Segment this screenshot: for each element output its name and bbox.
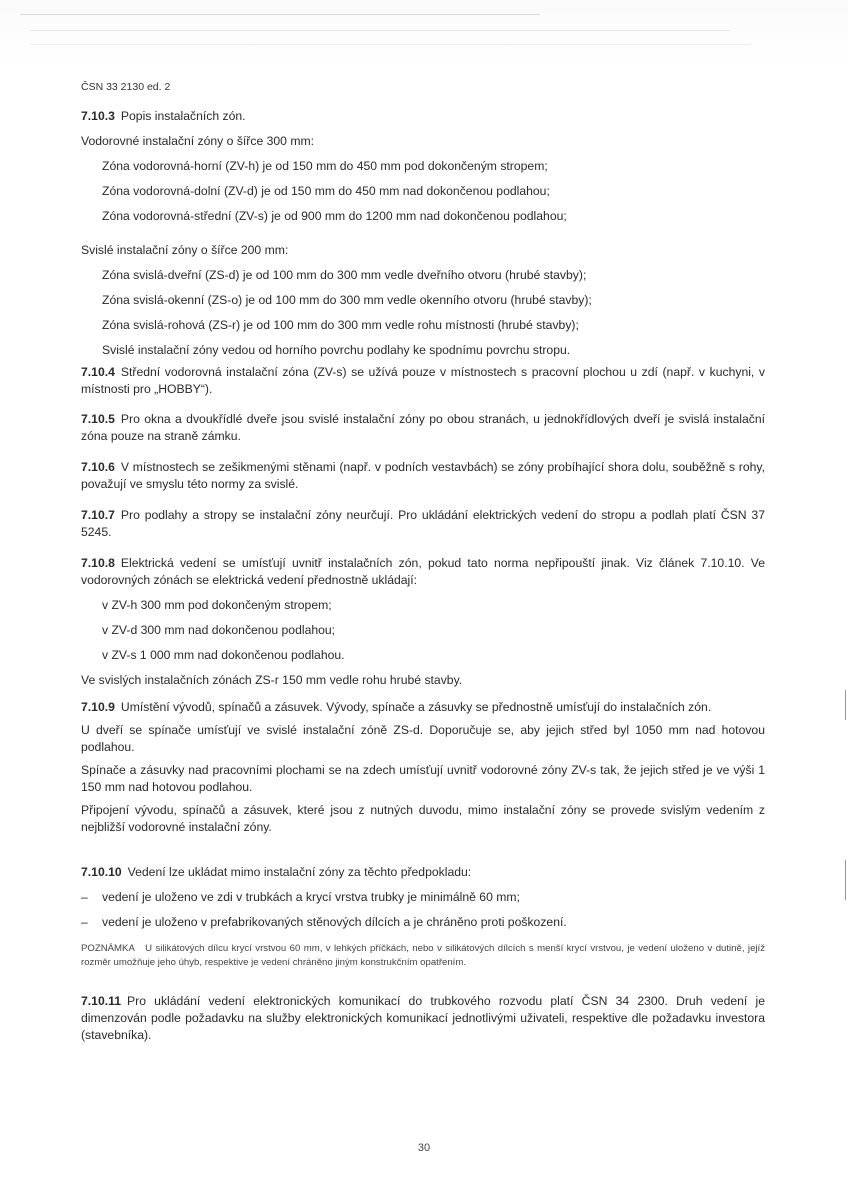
section-7-10-6	[81, 459, 765, 493]
dash-bullet: –	[81, 890, 88, 904]
section-text: Střední vodorovná instalační zóna (ZV-s) se užívá pouze v místnostech s pracovní plochou u zdí (např. v kuchyni, v místnosti pro „HOBBY“).	[81, 365, 765, 396]
section-title: Popis instalačních zón.	[120, 109, 246, 123]
list-item: v ZV-h 300 mm pod dokončeným stropem;	[102, 598, 332, 612]
zone-definition: Zóna vodorovná-horní (ZV-h) je od 150 mm do 450 mm pod dokončeným stropem;	[102, 159, 548, 173]
section-text: Ve svislých instalačních zónách ZS-r 150 mm vedle rohu hrubé stavby.	[81, 673, 463, 687]
list-item: v ZV-d 300 mm nad dokončenou podlahou;	[102, 623, 336, 637]
zone-definition: Zóna svislá-okenní (ZS-o) je od 100 mm do 300 mm vedle okenního otvoru (hrubé stavby);	[102, 293, 592, 307]
section-number: 7.10.3	[81, 109, 115, 123]
section-heading	[81, 108, 765, 125]
zone-definition: Zóna vodorovná-střední (ZV-s) je od 900 mm do 1200 mm nad dokončenou podlahou;	[102, 209, 567, 223]
section-7-10-4	[81, 364, 765, 398]
section-number: 7.10.10	[81, 865, 122, 879]
section-7-10-10	[81, 864, 765, 969]
section-number: 7.10.4	[81, 365, 115, 379]
note-text: U silikátových dílcu krycí vrstvou 60 mm, v lehkých příčkách, nebo v silikátových dílcích s menší krycí vrstvou, je vedení uloženo v dutině, jejíž rozměr umožňuje jeho úhyb, respektive je vedení chráněno jiným konstrukčním opatřením.	[81, 943, 765, 968]
section-7-10-8	[81, 555, 765, 689]
section-number: 7.10.7	[81, 508, 115, 522]
zone-definition: Svislé instalační zóny vedou od horního povrchu podlahy ke spodnímu povrchu stropu.	[102, 343, 571, 357]
dash-bullet: –	[81, 915, 88, 929]
section-7-10-7	[81, 507, 765, 541]
section-text: V místnostech se zešikmenými stěnami (např. v podních vestavbách) se zóny probíhající shora dolu, souběžně s rohy, považují ve smyslu této normy za svislé.	[81, 460, 765, 491]
zone-definition: Zóna svislá-dveřní (ZS-d) je od 100 mm do 300 mm vedle dveřního otvoru (hrubé stavby);	[102, 268, 587, 282]
note	[81, 942, 765, 969]
vertical-zones-intro: Svislé instalační zóny o šířce 200 mm:	[81, 243, 289, 257]
list-item-text: vedení je uloženo v prefabrikovaných stěnových dílcích a je chráněno proti poškození.	[102, 915, 567, 929]
section-7-10-5	[81, 411, 765, 445]
section-text: Elektrická vedení se umísťují uvnitř instalačních zón, pokud tato norma nepřipouští jinak. Viz článek 7.10.10. Ve vodorovných zónách se elektrická vedení přednostně ukládají:	[81, 556, 765, 587]
section-text: Umístění vývodů, spínačů a zásuvek. Vývody, spínače a zásuvky se přednostně umísťují do instalačních zón.	[120, 700, 712, 714]
standard-code: ČSN 33 2130 ed. 2	[81, 81, 171, 93]
section-7-10-11	[81, 993, 765, 1044]
section-text: Pro ukládání vedení elektronických komunikací do trubkového rozvodu platí ČSN 34 2300. Druh vedení je dimenzován podle požadavku na služby elektronických komunikací jednotlivými uživateli, respektive dle požadavku investora (stavebníka).	[81, 994, 765, 1042]
zone-definition: Zóna svislá-rohová (ZS-r) je od 100 mm do 300 mm vedle rohu místnosti (hrubé stavby);	[102, 318, 579, 332]
scan-edge-mark	[845, 690, 846, 720]
section-text: Pro okna a dvoukřídlé dveře jsou svislé instalační zóny po obou stranách, u jednokřídlových dveří je svislá instalační zóna pouze na straně zámku.	[81, 412, 765, 443]
section-text: Pro podlahy a stropy se instalační zóny neurčují. Pro ukládání elektrických vedení do stropu a podlah platí ČSN 37 5245.	[81, 508, 765, 539]
scan-artifact-line	[20, 14, 540, 15]
section-text: Vedení lze ukládat mimo instalační zóny za těchto předpokladu:	[127, 865, 472, 879]
section-paragraph: Připojení vývodu, spínačů a zásuvek, které jsou z nutných duvodu, mimo instalační zóny se provede svislým vedením z nejbližší vodorovné instalační zóny.	[81, 803, 765, 834]
section-paragraph: U dveří se spínače umísťují ve svislé instalační zóně ZS-d. Doporučuje se, aby jejich střed byl 1050 mm nad hotovou podlahou.	[81, 723, 765, 754]
list-item-text: vedení je uloženo ve zdi v trubkách a krycí vrstva trubky je minimálně 60 mm;	[102, 890, 520, 904]
section-number: 7.10.6	[81, 460, 115, 474]
section-7-10-3	[81, 108, 765, 359]
section-7-10-9	[81, 699, 765, 836]
scan-artifact-top	[0, 0, 848, 75]
list-item	[81, 889, 765, 906]
horizontal-zones-intro: Vodorovné instalační zóny o šířce 300 mm:	[81, 134, 315, 148]
scan-edge-mark	[845, 860, 846, 900]
zone-definition: Zóna vodorovná-dolní (ZV-d) je od 150 mm do 450 mm nad dokončenou podlahou;	[102, 184, 550, 198]
scan-artifact-line	[30, 44, 750, 45]
section-number: 7.10.9	[81, 700, 115, 714]
section-number: 7.10.11	[81, 994, 121, 1008]
list-item	[81, 914, 765, 931]
list-item: v ZV-s 1 000 mm nad dokončenou podlahou.	[102, 648, 345, 662]
section-number: 7.10.5	[81, 412, 115, 426]
page-number: 30	[417, 1142, 431, 1154]
note-label: POZNÁMKA	[81, 943, 135, 954]
section-number: 7.10.8	[81, 556, 115, 570]
section-paragraph: Spínače a zásuvky nad pracovními plochami se na zdech umísťují uvnitř vodorovné zóny ZV-s tak, že jejich střed je ve výši 1 150 mm nad hotovou podlahou.	[81, 763, 765, 794]
scan-artifact-line	[30, 30, 730, 31]
